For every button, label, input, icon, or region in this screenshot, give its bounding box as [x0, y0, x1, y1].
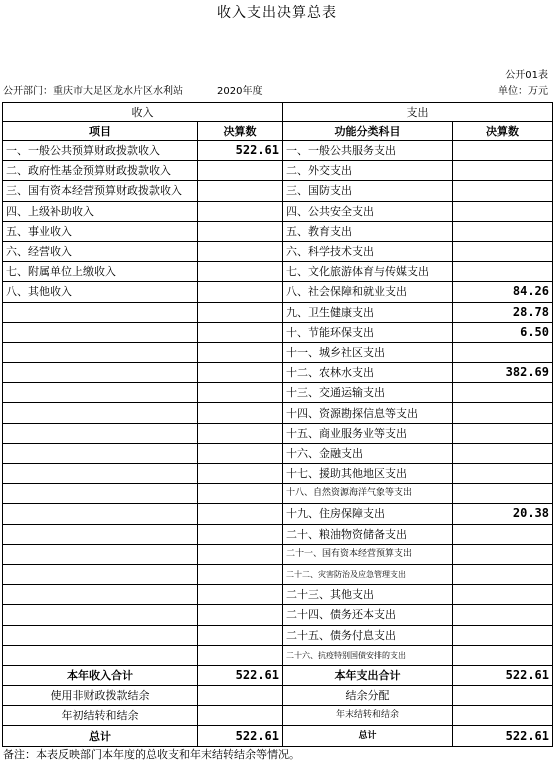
income-item-cell: 八、其他收入 — [3, 282, 198, 302]
table-row — [3, 625, 553, 645]
function-item-column-header: 功能分类科目 — [283, 122, 453, 141]
fiscal-year: 2020年度 — [217, 86, 263, 97]
expense-amount-cell — [453, 585, 553, 605]
expense-item-cell: 十一、城乡社区支出 — [283, 342, 453, 362]
expense-section-header: 支出 — [283, 103, 553, 122]
expense-amount-cell — [453, 221, 553, 241]
expense-amount-cell: 20.38 — [453, 504, 553, 524]
income-amount-cell — [198, 524, 283, 544]
grand-total-income-value: 522.61 — [198, 726, 283, 746]
income-item-cell — [3, 403, 198, 423]
income-item-cell — [3, 564, 198, 584]
income-amount-cell: 522.61 — [198, 141, 283, 161]
end-carryover-value — [453, 706, 553, 726]
income-item-cell — [3, 322, 198, 342]
expense-amount-cell — [453, 342, 553, 362]
expense-item-cell: 六、科学技术支出 — [283, 241, 453, 261]
income-amount-cell — [198, 383, 283, 403]
income-item-cell: 五、事业收入 — [3, 221, 198, 241]
department-label: 公开部门：重庆市大足区龙水片区水利站 — [3, 86, 183, 97]
income-item-cell — [3, 645, 198, 665]
expense-item-cell: 十八、自然资源海洋气象等支出 — [283, 484, 453, 504]
income-item-cell: 一、一般公共预算财政拨款收入 — [3, 141, 198, 161]
expense-item-cell: 二十一、国有资本经营预算支出 — [283, 544, 453, 564]
grand-total-income-label: 总计 — [3, 726, 198, 746]
income-item-cell — [3, 383, 198, 403]
amount-column-header: 决算数 — [198, 122, 283, 141]
table-row — [3, 262, 553, 282]
income-item-cell — [3, 464, 198, 484]
summary-row — [3, 665, 553, 685]
table-row — [3, 221, 553, 241]
income-item-cell: 七、附属单位上缴收入 — [3, 262, 198, 282]
table-row — [3, 383, 553, 403]
expense-amount-cell — [453, 161, 553, 181]
expense-item-cell: 十三、交通运输支出 — [283, 383, 453, 403]
expense-amount-cell — [453, 524, 553, 544]
footnote: 备注：本表反映部门本年度的总收支和年末结转结余等情况。 — [3, 748, 300, 761]
income-amount-cell — [198, 443, 283, 463]
income-amount-cell — [198, 363, 283, 383]
expense-item-cell: 一、一般公共服务支出 — [283, 141, 453, 161]
table-row — [3, 645, 553, 665]
expense-item-cell: 二十二、灾害防治及应急管理支出 — [283, 564, 453, 584]
income-item-cell — [3, 302, 198, 322]
income-amount-cell — [198, 161, 283, 181]
table-row — [3, 342, 553, 362]
expense-amount-cell — [453, 564, 553, 584]
table-row — [3, 302, 553, 322]
table-row — [3, 322, 553, 342]
table-row — [3, 564, 553, 584]
expense-item-cell: 二十五、债务付息支出 — [283, 625, 453, 645]
begin-carryover-label: 年初结转和结余 — [3, 706, 198, 726]
expense-amount-cell — [453, 484, 553, 504]
income-amount-cell — [198, 201, 283, 221]
income-item-cell — [3, 342, 198, 362]
expense-amount-cell — [453, 403, 553, 423]
nonfiscal-balance-label: 使用非财政拨款结余 — [3, 686, 198, 706]
income-item-cell: 三、国有资本经营预算财政拨款收入 — [3, 181, 198, 201]
expense-item-cell: 二、外交支出 — [283, 161, 453, 181]
expense-item-cell: 七、文化旅游体育与传媒支出 — [283, 262, 453, 282]
income-item-cell — [3, 605, 198, 625]
table-row — [3, 241, 553, 261]
surplus-distribution-value — [453, 686, 553, 706]
item-column-header: 项目 — [3, 122, 198, 141]
table-row — [3, 524, 553, 544]
column-header-row — [3, 122, 553, 141]
income-amount-cell — [198, 221, 283, 241]
income-section-header: 收入 — [3, 103, 283, 122]
expense-item-cell: 二十、粮油物资储备支出 — [283, 524, 453, 544]
income-amount-cell — [198, 564, 283, 584]
unit-label: 单位：万元 — [498, 86, 548, 97]
expense-total-label: 本年支出合计 — [283, 665, 453, 685]
income-item-cell — [3, 625, 198, 645]
expense-amount-cell: 382.69 — [453, 363, 553, 383]
income-item-cell — [3, 585, 198, 605]
income-total-label: 本年收入合计 — [3, 665, 198, 685]
summary-row — [3, 706, 553, 726]
expense-item-cell: 三、国防支出 — [283, 181, 453, 201]
expense-amount-column-header: 决算数 — [453, 122, 553, 141]
income-amount-cell — [198, 625, 283, 645]
expense-item-cell: 十、节能环保支出 — [283, 322, 453, 342]
expense-item-cell: 二十六、抗疫特别国债安排的支出 — [283, 645, 453, 665]
expense-item-cell: 九、卫生健康支出 — [283, 302, 453, 322]
income-amount-cell — [198, 302, 283, 322]
expense-item-cell: 十六、金融支出 — [283, 443, 453, 463]
income-item-cell: 二、政府性基金预算财政拨款收入 — [3, 161, 198, 181]
income-amount-cell — [198, 464, 283, 484]
income-amount-cell — [198, 262, 283, 282]
expense-amount-cell: 28.78 — [453, 302, 553, 322]
grand-total-expense-value: 522.61 — [453, 726, 553, 746]
table-row — [3, 423, 553, 443]
expense-amount-cell — [453, 443, 553, 463]
table-row — [3, 443, 553, 463]
income-item-cell: 四、上级补助收入 — [3, 201, 198, 221]
income-amount-cell — [198, 403, 283, 423]
table-row — [3, 544, 553, 564]
income-item-cell — [3, 504, 198, 524]
table-row — [3, 363, 553, 383]
expense-item-cell: 十七、援助其他地区支出 — [283, 464, 453, 484]
grand-total-expense-label: 总计 — [283, 726, 453, 746]
expense-amount-cell — [453, 645, 553, 665]
table-row — [3, 585, 553, 605]
expense-item-cell: 十四、资源勘探信息等支出 — [283, 403, 453, 423]
income-amount-cell — [198, 504, 283, 524]
table-row — [3, 282, 553, 302]
expense-item-cell: 四、公共安全支出 — [283, 201, 453, 221]
table-row — [3, 464, 553, 484]
income-total-value: 522.61 — [198, 665, 283, 685]
expense-amount-cell — [453, 544, 553, 564]
income-amount-cell — [198, 181, 283, 201]
income-item-cell — [3, 544, 198, 564]
table-row — [3, 504, 553, 524]
income-item-cell: 六、经营收入 — [3, 241, 198, 261]
report-title: 收入支出决算总表 — [217, 5, 337, 21]
surplus-distribution-label: 结余分配 — [283, 686, 453, 706]
income-amount-cell — [198, 282, 283, 302]
table-row — [3, 605, 553, 625]
form-number: 公开01表 — [505, 70, 548, 81]
end-carryover-label: 年末结转和结余 — [283, 706, 453, 726]
nonfiscal-balance-value — [198, 686, 283, 706]
expense-amount-cell — [453, 625, 553, 645]
table-row — [3, 201, 553, 221]
table-row — [3, 181, 553, 201]
begin-carryover-value — [198, 706, 283, 726]
income-amount-cell — [198, 605, 283, 625]
expense-amount-cell — [453, 423, 553, 443]
table-row — [3, 403, 553, 423]
expense-item-cell: 二十三、其他支出 — [283, 585, 453, 605]
income-item-cell — [3, 484, 198, 504]
expense-amount-cell — [453, 241, 553, 261]
income-amount-cell — [198, 342, 283, 362]
expense-amount-cell: 6.50 — [453, 322, 553, 342]
income-item-cell — [3, 443, 198, 463]
income-expense-table — [2, 102, 553, 747]
expense-amount-cell — [453, 383, 553, 403]
expense-item-cell: 十九、住房保障支出 — [283, 504, 453, 524]
section-header-row — [3, 103, 553, 122]
expense-item-cell: 二十四、债务还本支出 — [283, 605, 453, 625]
income-amount-cell — [198, 322, 283, 342]
income-amount-cell — [198, 423, 283, 443]
expense-item-cell: 十二、农林水支出 — [283, 363, 453, 383]
table-row — [3, 484, 553, 504]
summary-row — [3, 726, 553, 746]
table-row — [3, 161, 553, 181]
summary-row — [3, 686, 553, 706]
expense-amount-cell: 84.26 — [453, 282, 553, 302]
expense-total-value: 522.61 — [453, 665, 553, 685]
report-meta — [3, 82, 548, 98]
expense-item-cell: 八、社会保障和就业支出 — [283, 282, 453, 302]
expense-item-cell: 五、教育支出 — [283, 221, 453, 241]
expense-amount-cell — [453, 181, 553, 201]
income-amount-cell — [198, 585, 283, 605]
income-amount-cell — [198, 544, 283, 564]
income-item-cell — [3, 363, 198, 383]
expense-item-cell: 十五、商业服务业等支出 — [283, 423, 453, 443]
income-amount-cell — [198, 241, 283, 261]
expense-amount-cell — [453, 201, 553, 221]
expense-amount-cell — [453, 605, 553, 625]
table-row — [3, 141, 553, 161]
income-amount-cell — [198, 484, 283, 504]
income-item-cell — [3, 524, 198, 544]
income-amount-cell — [198, 645, 283, 665]
income-item-cell — [3, 423, 198, 443]
expense-amount-cell — [453, 464, 553, 484]
expense-amount-cell — [453, 141, 553, 161]
expense-amount-cell — [453, 262, 553, 282]
